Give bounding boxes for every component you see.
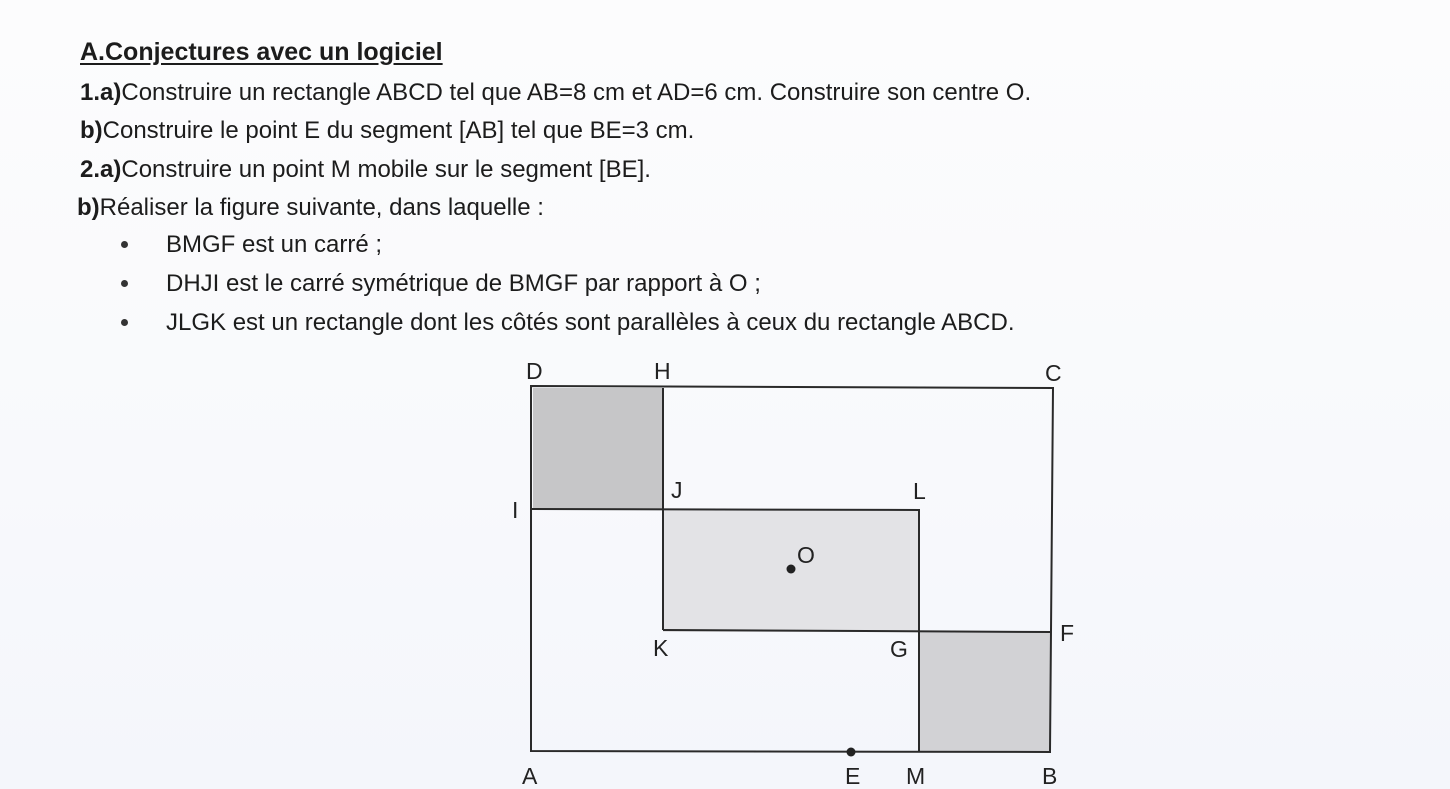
- label-o: O: [797, 542, 815, 568]
- question-number: 1.a): [80, 79, 122, 106]
- label-l: L: [913, 478, 926, 504]
- question-text: Construire le point E du segment [AB] tel que BE=3 cm.: [102, 117, 695, 144]
- square-dhji: [533, 388, 663, 509]
- point-e: [847, 748, 856, 757]
- question-number: b): [80, 117, 103, 144]
- label-i: I: [512, 497, 519, 523]
- label-j: J: [671, 477, 683, 503]
- label-g: G: [890, 636, 908, 662]
- question-text: Construire un point M mobile sur le segment [BE].: [121, 156, 651, 183]
- label-a: A: [522, 763, 538, 789]
- question-number: b): [77, 194, 100, 221]
- label-e: E: [845, 763, 861, 789]
- question-number: 2.a): [80, 156, 122, 183]
- condition-text: BMGF est un carré ;: [166, 231, 383, 258]
- label-h: H: [654, 358, 671, 384]
- label-m: M: [906, 763, 926, 789]
- section-title: A.Conjectures avec un logiciel: [80, 38, 443, 66]
- label-d: D: [526, 358, 543, 384]
- question-text: Construire un rectangle ABCD tel que AB=8 cm et AD=6 cm. Construire son centre O.: [121, 79, 1032, 106]
- label-b: B: [1042, 763, 1058, 789]
- square-bmgf: [919, 632, 1050, 752]
- question-text: Réaliser la figure suivante, dans laquelle :: [99, 194, 544, 221]
- condition-text: DHJI est le carré symétrique de BMGF par rapport à O ;: [166, 270, 761, 297]
- label-c: C: [1045, 360, 1062, 386]
- label-k: K: [653, 635, 669, 661]
- label-f: F: [1060, 620, 1075, 646]
- point-o: [787, 565, 796, 574]
- segment-il: [532, 509, 920, 510]
- condition-text: JLGK est un rectangle dont les côtés sont parallèles à ceux du rectangle ABCD.: [166, 309, 1015, 336]
